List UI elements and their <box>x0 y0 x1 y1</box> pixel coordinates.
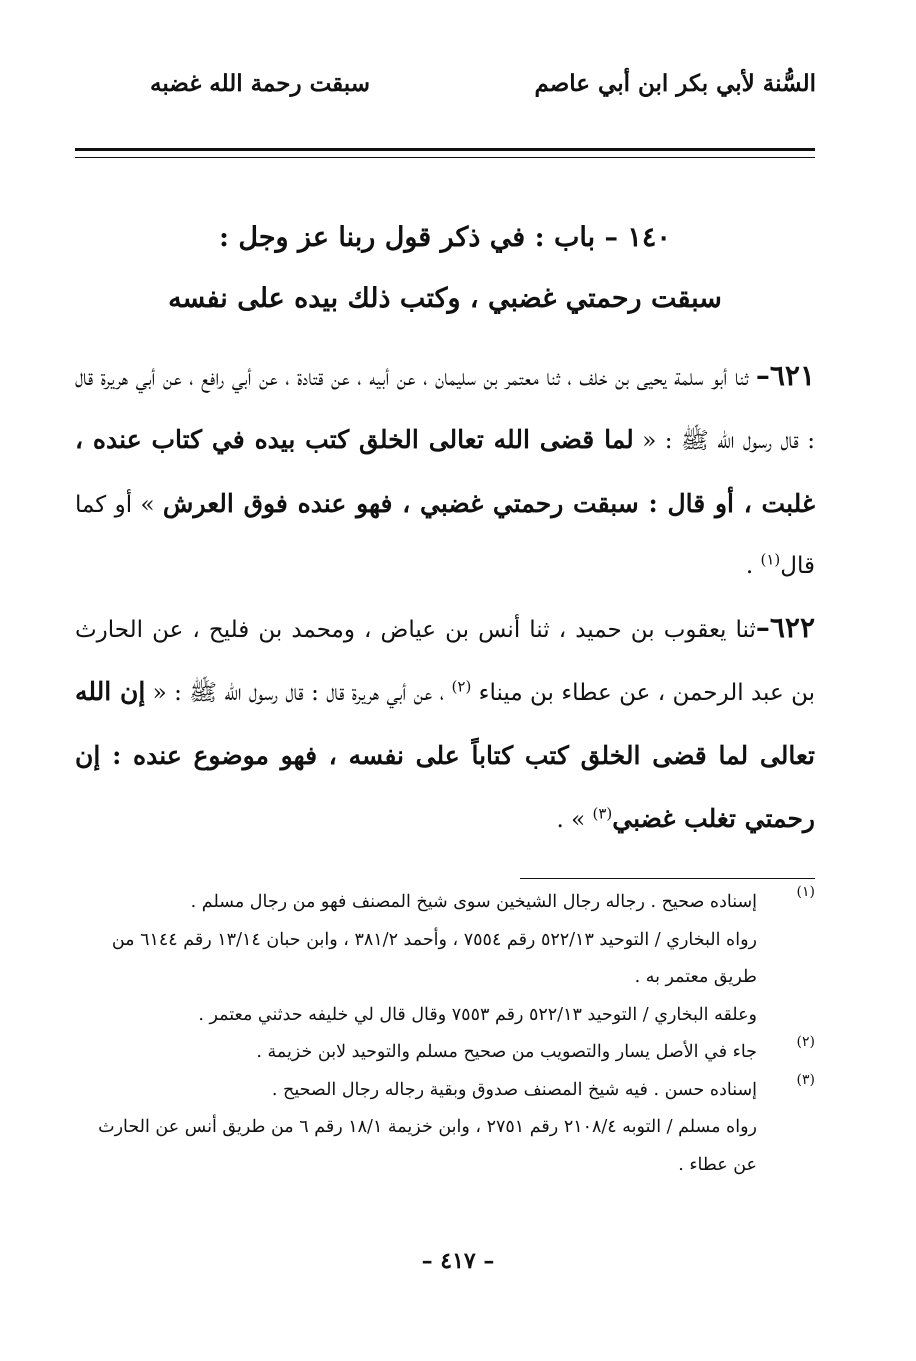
footnote-reference: (٢) <box>451 677 472 696</box>
footnote-1 <box>75 884 815 1034</box>
header-rule-thin <box>75 157 815 158</box>
hadith-622 <box>75 597 815 851</box>
chapter-heading-line-1: ١٤٠ – باب : في ذكر قول ربنا عز وجل : <box>219 222 671 253</box>
footnote-line: رواه مسلم / التوبه ٢١٠٨/٤ رقم ٢٧٥١ ، وابن خزيمة ١٨/١ رقم ٦ من طريق أنس عن الحارث عن عطاء . <box>98 1117 757 1175</box>
hadith-isnad-part-2: ، عن أبي هريرة قال : قال رسول الله ﷺ : « <box>145 680 452 707</box>
footnote-line: إسناده حسن . فيه شيخ المصنف صدوق وبقية رجاله رجال الصحيح . <box>271 1079 757 1100</box>
footnote-line: إسناده صحيح . رجاله رجال الشيخين سوى شيخ المصنف فهو من رجال مسلم . <box>190 892 757 912</box>
running-header-book-title: السُّنة لأبي بكر ابن أبي عاصم <box>534 70 816 97</box>
footnote-mark: (٢) <box>796 1034 815 1050</box>
footnotes <box>75 884 815 1184</box>
hadith-matn: إن الله تعالى لما قضى الخلق كتب كتاباً على نفسه ، فهو موضوع عنده : إن رحمتي تغلب غضبي <box>75 677 815 834</box>
hadith-close: » . <box>556 807 593 834</box>
footnote-reference: (٣) <box>592 804 613 823</box>
header-rule-thick <box>75 148 815 151</box>
footnote-separator <box>520 878 815 879</box>
hadith-621 <box>75 345 815 597</box>
hadith-number: ٦٢٢– <box>755 611 815 645</box>
hadith-isnad-part-1: ثنا يعقوب بن حميد ، ثنا أنس بن عياض ، ومحمد بن فليح ، عن الحارث بن عبد الرحمن ، عن عطاء بن ميناء <box>75 617 815 707</box>
footnote-line: جاء في الأصل يسار والتصويب من صحيح مسلم والتوحيد لابن خزيمة . <box>256 1042 757 1062</box>
running-header-section-title: سبقت رحمة الله غضبه <box>150 70 370 97</box>
hadith-number: ٦٢١– <box>755 359 815 392</box>
chapter-heading-line-2: سبقت رحمتي غضبي ، وكتب ذلك بيده على نفسه <box>168 283 722 314</box>
hadith-isnad: ثنا أبو سلمة يحيى بن خلف ، ثنا معتمر بن سليمان ، عن أبيه ، عن قتادة ، عن أبي رافع ، عن أبي هريرة قال : قال رسول الله ﷺ : « <box>75 365 815 455</box>
footnote-reference: (١) <box>760 550 781 569</box>
footnote-line: رواه البخاري / التوحيد ٥٢٢/١٣ رقم ٧٥٥٤ ، وأحمد ٣٨١/٢ ، وابن حبان ١٣/١٤ رقم ٦١٤٤ من طريق معتمر به . <box>111 929 757 987</box>
footnote-3 <box>75 1072 815 1185</box>
hadith-matn: لما قضى الله تعالى الخلق كتب بيده في كتاب عنده ، غلبت ، أو قال : سبقت رحمتي غضبي ، فهو عنده فوق العرش <box>75 425 815 518</box>
page-number: – ٤١٧ – <box>421 1248 495 1274</box>
footnote-line: وعلقه البخاري / التوحيد ٥٢٢/١٣ رقم ٧٥٥٣ وقال قال لي خليفه حدثني معتمر . <box>198 1004 757 1025</box>
main-text <box>75 345 815 851</box>
footnote-mark: (٣) <box>796 1071 815 1088</box>
hadith-ending: » أو كما قال <box>75 491 815 579</box>
hadith-close: . <box>745 552 761 579</box>
footnote-mark: (١) <box>796 884 815 900</box>
footnote-2 <box>75 1034 815 1072</box>
